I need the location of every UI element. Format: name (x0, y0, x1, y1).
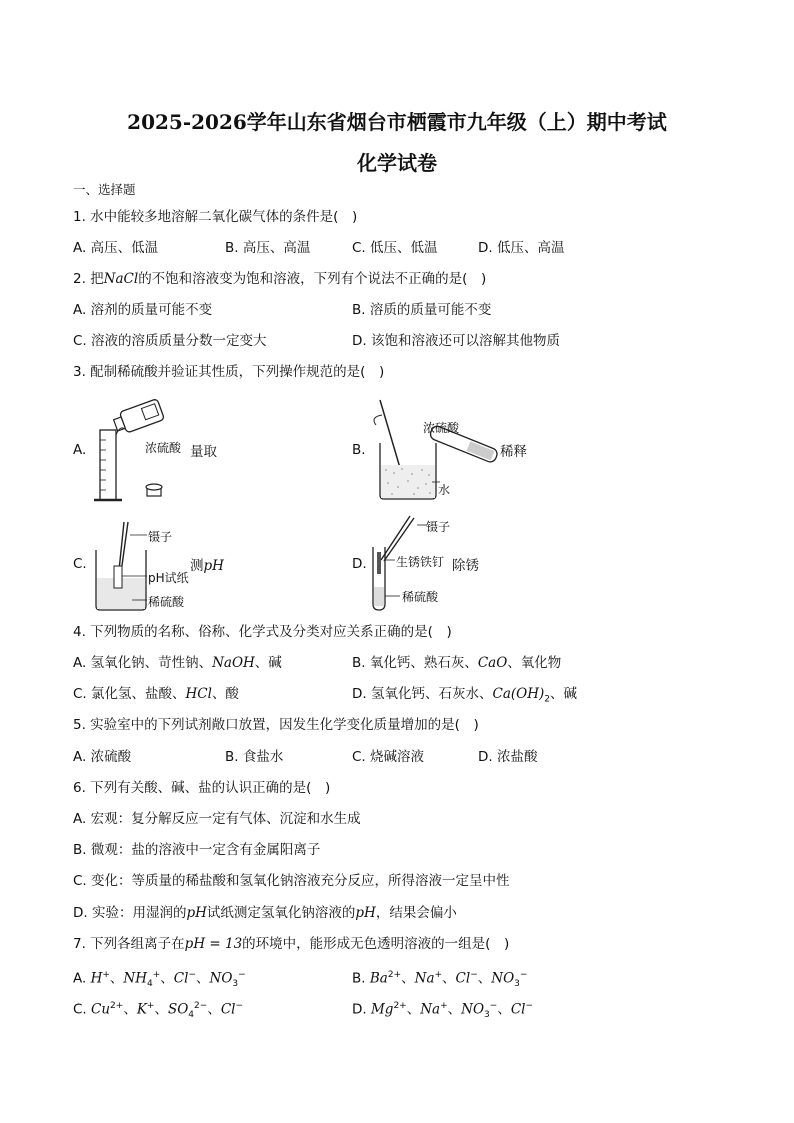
q6-d-pre: D. 实验：用湿润的 (73, 905, 187, 921)
ion: Na (420, 1001, 441, 1018)
ion: Ba (369, 970, 388, 987)
q3-fig-d-label3: 稀硫酸 (402, 590, 439, 604)
q4-d-post: 、碱 (549, 686, 577, 702)
ion-charge: − (489, 1001, 498, 1011)
rusty-nail (377, 552, 381, 574)
stir-arrow-icon (374, 415, 382, 425)
separator: 、 (406, 1001, 421, 1018)
q6-option-d (73, 904, 457, 922)
ion-charge: + (102, 970, 110, 980)
q3-fig-d-label1: 镊子 (426, 520, 451, 534)
ion-subscript: 3 (514, 979, 520, 990)
graduated-cylinder (100, 430, 116, 500)
exam-title-line2: 化学试卷 (357, 151, 437, 175)
q4-b-post: 、氧化物 (507, 655, 562, 671)
q3-stem: 3. 配制稀硫酸并验证其性质，下列操作规范的是( ) (73, 364, 385, 380)
ion: Cl (173, 970, 189, 987)
q1-option-c: C. 低压、低温 (352, 240, 438, 256)
q5-option-c: C. 烧碱溶液 (352, 749, 425, 765)
ion-charge: − (188, 970, 196, 980)
q7-c-letter: C. (73, 1001, 87, 1018)
ion: K (136, 1001, 147, 1018)
q4-option-a (73, 654, 282, 672)
q7-d-letter: D. (352, 1001, 367, 1018)
ion-charge: − (519, 970, 528, 980)
q4-option-c (73, 685, 239, 703)
q3-fig-c-label3: 稀硫酸 (148, 595, 185, 609)
separator: 、 (196, 970, 210, 987)
q6-d-ph1: pH (186, 905, 207, 921)
q2-option-d: D. 该饱和溶液还可以溶解其他物质 (352, 333, 560, 349)
bottle-icon (112, 399, 165, 436)
q1-option-d: D. 低压、高温 (478, 240, 565, 256)
exam-title-line1: 2025-2026学年山东省烟台市栖霞市九年级（上）期中考试 (127, 110, 667, 134)
q2-option-c: C. 溶液的溶质质量分数一定变大 (73, 333, 267, 349)
q7-option-d (352, 997, 533, 1024)
q7-stem-pre: 7. 下列各组离子在 (73, 936, 185, 952)
q2-option-b: B. 溶质的质量可能不变 (352, 302, 492, 318)
separator: 、 (109, 970, 124, 987)
q4-c-post: 、酸 (211, 686, 239, 702)
q3-option-c-letter: C. (73, 556, 87, 572)
q7-a-letter: A. (73, 970, 87, 987)
q4-b-pre: B. 氧化钙、熟石灰、 (352, 655, 478, 671)
ion-subscript: 3 (484, 1010, 490, 1021)
ion: SO (167, 1001, 189, 1018)
separator: 、 (207, 1001, 221, 1018)
q4-d-subscript: 2 (544, 694, 550, 705)
ion-subscript: 4 (188, 1010, 195, 1021)
q3-figure-b-dilution (368, 395, 503, 510)
q7-stem-post: 的环境中，能形成无色透明溶液的一组是( ) (242, 936, 510, 952)
q1-option-b: B. 高压、高温 (225, 240, 311, 256)
q6-stem: 6. 下列有关酸、碱、盐的认识正确的是( ) (73, 780, 331, 796)
q1-stem: 1. 水中能较多地溶解二氧化碳气体的条件是( ) (73, 209, 358, 225)
q4-stem: 4. 下列物质的名称、俗称、化学式及分类对应关系正确的是( ) (73, 624, 452, 640)
ion: NH (123, 970, 148, 987)
q6-d-post: ，结果会偏小 (375, 905, 457, 921)
q6-option-a: A. 宏观：复分解反应一定有气体、沉淀和水生成 (73, 811, 361, 827)
separator: 、 (160, 970, 174, 987)
q3-option-d-caption: 除锈 (452, 558, 479, 574)
q7-option-a (73, 966, 246, 993)
q4-option-d (352, 685, 577, 709)
ion: H (90, 970, 103, 987)
q3-fig-d-label2: 生锈铁钉 (396, 555, 445, 569)
q4-c-formula: HCl (185, 686, 212, 702)
ion-charge: + (440, 1001, 448, 1011)
separator: 、 (477, 970, 492, 987)
ion: Na (414, 970, 435, 987)
q2-stem-pre: 2. 把 (73, 271, 104, 287)
ph-paper (114, 566, 122, 588)
ion: NO (209, 970, 233, 987)
q6-option-b: B. 微观：盐的溶液中一定含有金属阳离子 (73, 842, 321, 858)
separator: 、 (497, 1001, 511, 1018)
q6-d-ph2: pH (355, 905, 376, 921)
q2-stem (73, 270, 486, 288)
q7-b-letter: B. (352, 970, 366, 987)
q7-option-b (352, 966, 527, 993)
q3-option-a-letter: A. (73, 442, 87, 458)
ion-charge: 2+ (110, 1001, 124, 1011)
q4-c-pre: C. 氯化氢、盐酸、 (73, 686, 186, 702)
ion: Cu (91, 1001, 111, 1018)
ion-charge: 2+ (393, 1001, 407, 1011)
q4-option-b (352, 654, 561, 672)
q3-option-b-caption: 稀释 (500, 444, 527, 460)
q5-option-d: D. 浓盐酸 (478, 749, 538, 765)
q4-b-formula: CaO (477, 655, 508, 671)
q3-option-a-caption: 量取 (190, 444, 217, 460)
q3-option-c-caption (190, 554, 224, 574)
separator: 、 (123, 1001, 137, 1018)
ion-charge: + (434, 970, 443, 980)
q4-d-pre: D. 氢氧化钙、石灰水、 (352, 686, 493, 702)
q6-d-mid: 试纸测定氢氧化钠溶液的 (206, 905, 356, 921)
section-label: 一、选择题 (73, 182, 136, 197)
q3-option-b-letter: B. (352, 442, 366, 458)
ion: Cl (220, 1001, 236, 1018)
ion-charge: − (235, 1001, 244, 1011)
ion-charge: 2+ (387, 970, 402, 980)
q3-c-caption-pre: 测 (190, 558, 204, 574)
q3-c-caption-ph: pH (203, 558, 224, 574)
separator: 、 (401, 970, 415, 987)
q7-stem (73, 935, 509, 953)
q2-stem-post: 的不饱和溶液变为饱和溶液，下列有个说法不正确的是( ) (138, 271, 487, 287)
q3-fig-b-label1: 浓硫酸 (423, 421, 460, 435)
ion: NO (491, 970, 515, 987)
ion-charge: + (152, 970, 161, 980)
separator: 、 (154, 1001, 168, 1018)
ion-subscript: 3 (232, 979, 239, 990)
q3-fig-a-label: 浓硫酸 (145, 441, 182, 455)
ion: NO (461, 1001, 485, 1018)
q2-option-a: A. 溶剂的质量可能不变 (73, 302, 213, 318)
q4-a-formula: NaOH (212, 655, 255, 671)
q1-option-a: A. 高压、低温 (73, 240, 159, 256)
q4-d-formula: Ca(OH) (492, 686, 545, 702)
q2-formula: NaCl (103, 271, 139, 287)
separator: 、 (442, 970, 456, 987)
ion-charge: − (525, 1001, 534, 1011)
ion: Cl (510, 1001, 526, 1018)
ion-subscript: 4 (147, 979, 153, 990)
q7-ph-value: pH = 13 (184, 936, 243, 952)
q3-fig-c-label2: pH试纸 (148, 571, 189, 585)
q5-option-a: A. 浓硫酸 (73, 749, 132, 765)
ion-charge: + (146, 1001, 155, 1011)
q7-option-c (73, 997, 243, 1024)
separator: 、 (447, 1001, 462, 1018)
q3-fig-b-label2: 水 (438, 483, 451, 497)
q6-option-c: C. 变化：等质量的稀盐酸和氢氧化钠溶液充分反应，所得溶液一定呈中性 (73, 873, 510, 889)
q5-stem: 5. 实验室中的下列试剂敞口放置，因发生化学变化质量增加的是( ) (73, 717, 479, 733)
q4-a-pre: A. 氢氧化钠、苛性钠、 (73, 655, 213, 671)
bottle-stopper-icon (146, 484, 162, 496)
q3-fig-c-label1: 镊子 (148, 530, 173, 544)
ion-charge: 2− (194, 1001, 208, 1011)
ion-charge: − (238, 970, 246, 980)
ion: Cl (455, 970, 471, 987)
q5-option-b: B. 食盐水 (225, 749, 284, 765)
ion: Mg (370, 1001, 394, 1018)
q4-a-post: 、碱 (254, 655, 282, 671)
ion-charge: − (470, 970, 478, 980)
q3-option-d-letter: D. (352, 556, 367, 572)
